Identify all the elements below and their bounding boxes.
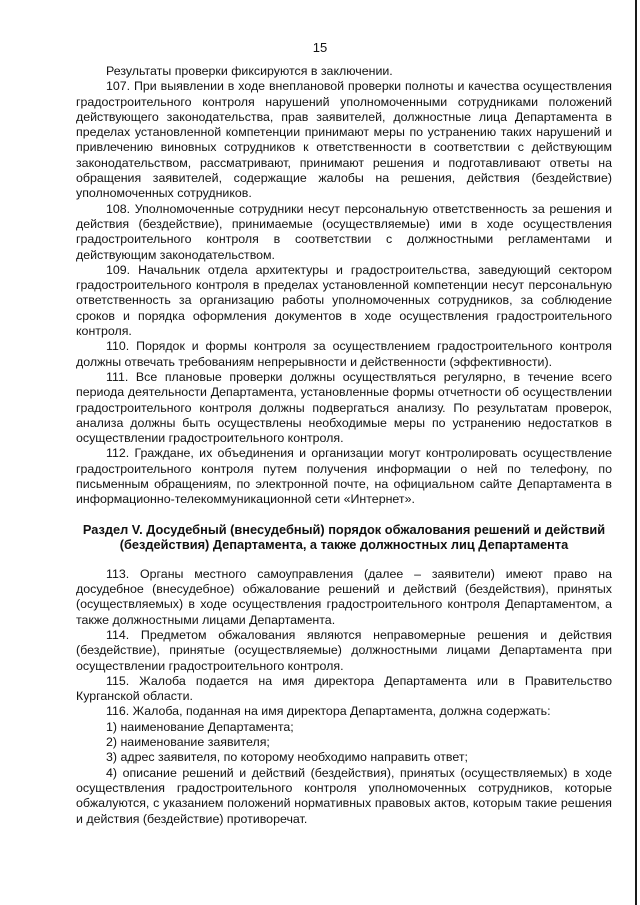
paragraph-108: 108. Уполномоченные сотрудники несут персональную ответственность за решения и действия (бездействие), принимаемые (осуществляемые) ими в ходе осуществления градостроительного контроля в соответствии с должностными регламентами и действующим законодательством. xyxy=(76,201,612,262)
paragraph-110: 110. Порядок и формы контроля за осуществлением градостроительного контроля должны отвечать требованиям непрерывности и действенности (эффективности). xyxy=(76,339,612,369)
section-heading: Раздел V. Досудебный (внесудебный) порядок обжалования решений и действий (бездействия) Департамента, а также должностных лиц Департамента xyxy=(82,521,606,553)
paragraph-111: 111. Все плановые проверки должны осуществляться регулярно, в течение всего периода деятельности Департамента, установленные формы отчетности об осуществлении градостроительного контроля должны подвергаться анализу. По результатам проверок, анализа должны быть осуществлены необходимые меры по устранению недостатков в осуществлении градостроительного контроля. xyxy=(76,369,612,446)
list-item-1: 1) наименование Департамента; xyxy=(106,719,294,734)
paragraph-107: 107. При выявлении в ходе внеплановой проверки полноты и качества осуществления градостроительного контроля нарушений уполномоченными сотрудниками положений действующего законодательства, прав заявителей, должностные лица Департамента в пределах установленной компетенции принимают меры по устранению таких нарушений и привлечению виновных сотрудников к ответственности в соответствии с действующим законодательством, рассматривают, принимают решения и подготавливают ответы на обращения заявителей, содержащие жалобы на решения, действия (бездействие) уполномоченных сотрудников. xyxy=(76,79,612,201)
paragraph-results: Результаты проверки фиксируются в заключении. xyxy=(106,64,393,78)
page-number: 15 xyxy=(312,40,328,55)
paragraph-116: 116. Жалоба, поданная на имя директора Департамента, должна содержать: xyxy=(106,704,551,719)
paragraph-113: 113. Органы местного самоуправления (далее – заявители) имеют право на досудебное (внесудебное) обжалование решений и действий (бездействия), принятых (осуществляемых) в ходе осуществления градостроительного контроля Департаментом, а также должностными лицами Департамента. xyxy=(76,566,612,627)
paragraph-115: 115. Жалоба подается на имя директора Департамента или в Правительство Курганской области. xyxy=(76,673,612,704)
page-content xyxy=(76,64,612,827)
list-item-2: 2) наименование заявителя; xyxy=(106,735,270,750)
list-item-4: 4) описание решений и действий (бездействия), принятых (осуществляемых) в ходе осуществления градостроительного контроля уполномоченных сотрудников, которые обжалуются, с указанием положений нормативных правовых актов, которым такие решения и действия (бездействие) противоречат. xyxy=(76,765,612,826)
scan-edge-line xyxy=(635,0,637,905)
paragraph-109: 109. Начальник отдела архитектуры и градостроительства, заведующий сектором градостроительного контроля в пределах установленной компетенции несут персональную ответственность за организацию работы уполномоченных сотрудников, за соблюдение сроков и порядка оформления документов в ходе осуществления градостроительного контроля. xyxy=(76,262,612,339)
paragraph-112: 112. Граждане, их объединения и организации могут контролировать осуществление градостроительного контроля путем получения информации о ней по телефону, по письменным обращениям, по электронной почте, на официальном сайте Департамента в информационно-телекоммуникационной сети «Интернет». xyxy=(76,446,612,507)
list-item-3: 3) адрес заявителя, по которому необходимо направить ответ; xyxy=(106,750,468,765)
paragraph-114: 114. Предметом обжалования являются неправомерные решения и действия (бездействие), принятые (осуществляемые) должностными лицами Департамента при осуществлении градостроительного контроля. xyxy=(76,627,612,673)
